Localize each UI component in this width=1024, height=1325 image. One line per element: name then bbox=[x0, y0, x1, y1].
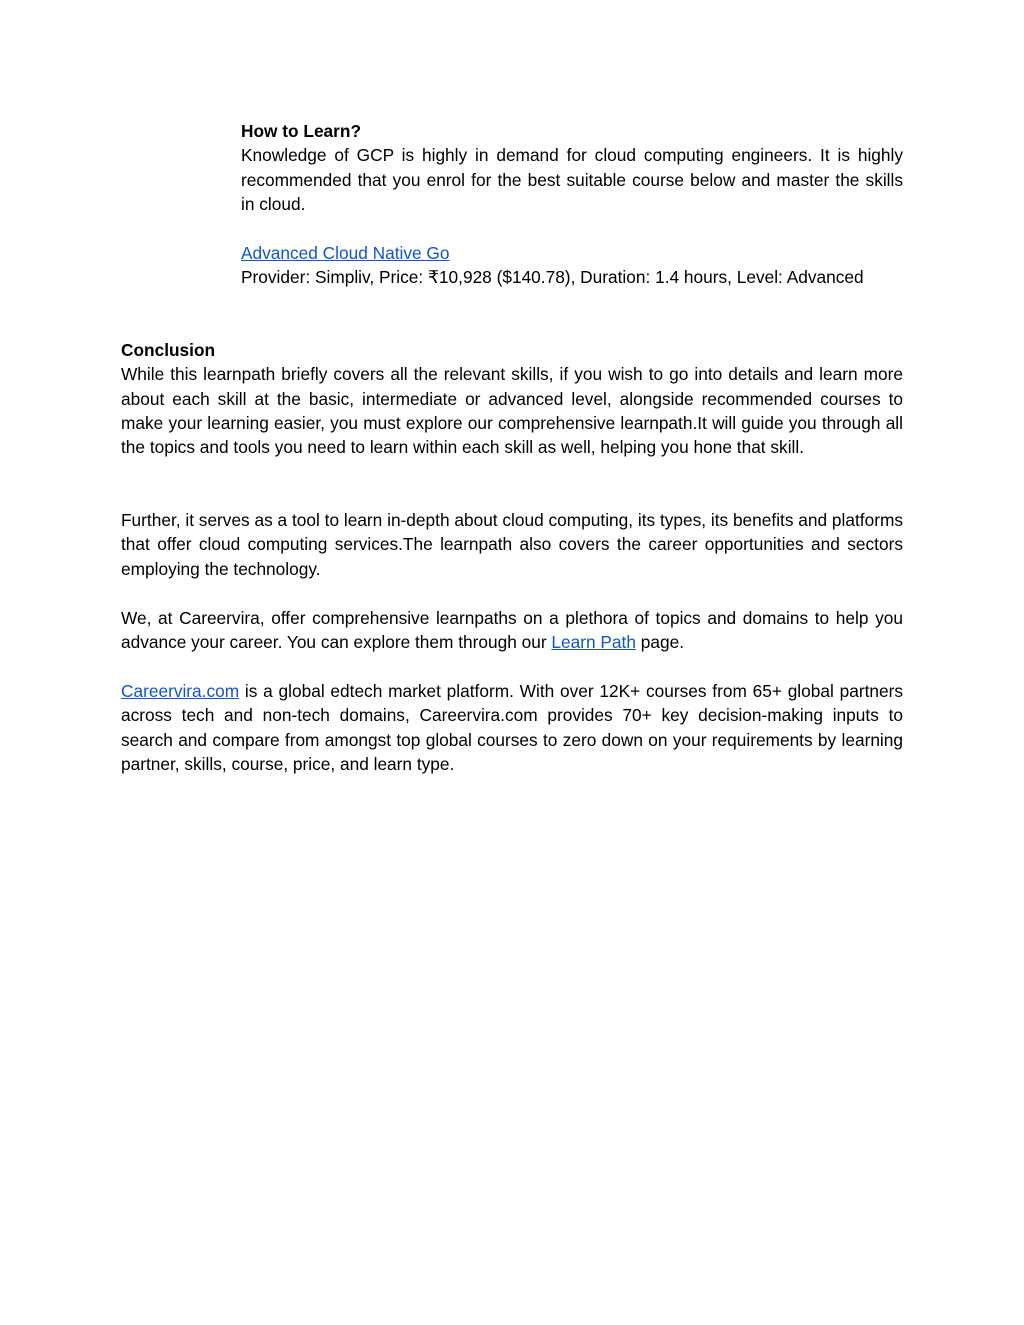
conclusion-paragraph-3-block bbox=[121, 606, 903, 655]
paragraph-4-text: is a global edtech market platform. With over 12K+ courses from 65+ global partners across tech and non-tech domains, Careervira.com provides 70+ key decision-making inputs to search and compare from amongst top global courses to zero down on your requirements by learning partner, skills, course, price, and learn type. bbox=[121, 681, 903, 774]
how-to-learn-section bbox=[241, 119, 903, 216]
how-to-learn-heading: How to Learn? bbox=[241, 121, 362, 141]
how-to-learn-body: Knowledge of GCP is highly in demand for cloud computing engineers. It is highly recommended that you enrol for the best suitable course below and master the skills in cloud. bbox=[241, 145, 903, 214]
course-entry bbox=[241, 241, 903, 290]
course-details: Provider: Simpliv, Price: ₹10,928 ($140.78), Duration: 1.4 hours, Level: Advanced bbox=[241, 267, 864, 288]
careervira-link[interactable]: Careervira.com bbox=[121, 681, 240, 701]
conclusion-paragraph-3 bbox=[121, 606, 903, 655]
conclusion-paragraph-2: Further, it serves as a tool to learn in-depth about cloud computing, its types, its benefits and platforms that offer cloud computing services.The learnpath also covers the career opportunities and sectors employing the technology. bbox=[121, 510, 903, 579]
conclusion-paragraph-2-block bbox=[121, 508, 903, 581]
conclusion-heading: Conclusion bbox=[121, 340, 216, 360]
paragraph-3-text-after: page. bbox=[635, 632, 685, 653]
conclusion-section bbox=[121, 338, 903, 459]
conclusion-paragraph-4-block bbox=[121, 679, 903, 776]
conclusion-paragraph-4 bbox=[121, 679, 903, 776]
paragraph-3-text-before: We, at Careervira, offer comprehensive learnpaths on a plethora of topics and domains to help you advance your career. You can explore them through our bbox=[121, 608, 903, 653]
conclusion-paragraph-1: While this learnpath briefly covers all the relevant skills, if you wish to go into details and learn more about each skill at the basic, intermediate or advanced level, alongside recommended courses to make your learning easier, you must explore our comprehensive learnpath.It will guide you through all the topics and tools you need to learn within each skill as well, helping you hone that skill. bbox=[121, 364, 903, 458]
course-link[interactable]: Advanced Cloud Native Go bbox=[241, 243, 450, 263]
learn-path-link[interactable]: Learn Path bbox=[551, 632, 636, 653]
